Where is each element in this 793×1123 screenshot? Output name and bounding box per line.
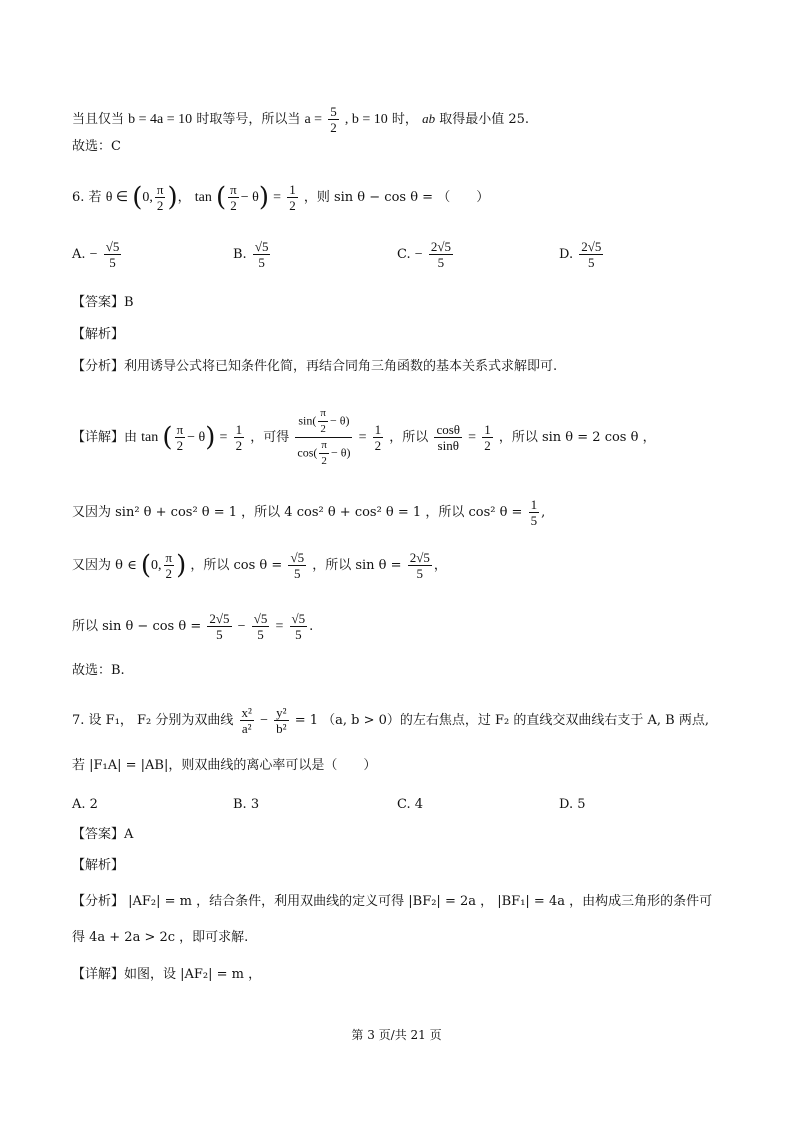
denominator: 5: [530, 513, 538, 528]
fraction: [408, 550, 432, 581]
option-a: A. 2: [72, 797, 98, 812]
option-c: C. 4: [397, 797, 424, 812]
math: − θ: [240, 190, 259, 205]
math: ab: [422, 111, 436, 126]
fraction: [328, 104, 339, 135]
text: ，所以 sin θ =: [312, 558, 402, 573]
text: = 1 （a, b > 0）的左右焦点，过 F₂ 的直线交双曲线右支于 A, B 两点,: [294, 713, 709, 728]
text: 所以 sin θ − cos θ =: [72, 619, 202, 634]
option-a: [72, 239, 123, 270]
math: tan: [194, 190, 212, 205]
text: ，所以 cos θ =: [190, 558, 283, 573]
denominator: 2: [321, 455, 327, 467]
math: tan: [141, 430, 159, 445]
denominator: 5: [257, 627, 264, 642]
denominator: 2: [320, 423, 326, 435]
fraction: [207, 611, 231, 642]
numerator: π: [156, 182, 164, 197]
analysis-text: 【分析】 |AF₂| = m ，结合条件，利用双曲线的定义可得 |BF₂| = 2a ， |BF₁| = 4a ，由构成三角形的条件可: [72, 894, 713, 909]
denominator: 5: [437, 255, 445, 270]
fraction: [240, 705, 254, 736]
numerator: π: [318, 406, 328, 422]
option-b: B. 3: [233, 797, 260, 812]
math: −: [237, 619, 246, 634]
math: − θ: [187, 430, 206, 445]
numerator: √5: [291, 611, 306, 626]
question-7-stem-cont: 若 |F₁A| = |AB|，则双曲线的离心率可以是（ ）: [72, 758, 377, 773]
fraction: [295, 406, 352, 469]
analysis-text: 【分析】利用诱导公式将已知条件化简，再结合同角三角函数的基本关系式求解即可.: [72, 359, 558, 374]
option-d: D. 5: [559, 797, 586, 812]
paren: ): [205, 422, 216, 453]
fraction: [253, 239, 271, 270]
analysis-text: 得 4a + 2a > 2c ，即可求解.: [72, 930, 249, 945]
numerator: 2√5: [209, 611, 230, 626]
numerator: 1: [289, 182, 296, 197]
option-d: [559, 239, 605, 270]
fraction: [434, 422, 462, 453]
math: =: [358, 430, 367, 445]
text: 时，: [391, 112, 418, 127]
numerator: sin( $\frac{\pi}{2}$ − θ): [295, 406, 352, 438]
option-label: D.: [559, 247, 574, 262]
math: =: [275, 619, 284, 634]
analysis-heading: 【解析】: [72, 327, 125, 342]
question-7-stem: [72, 705, 709, 736]
denominator: 2: [176, 438, 184, 453]
numerator: π: [230, 182, 237, 197]
denominator: 2: [235, 438, 243, 453]
numerator: 1: [484, 422, 491, 437]
option-c: [397, 239, 455, 270]
math: 0,: [142, 190, 153, 205]
numerator: 2√5: [430, 239, 451, 254]
numerator: 1: [374, 422, 382, 437]
option-label: A.: [72, 247, 86, 262]
answer-conclusion: 故选：C: [72, 139, 121, 154]
question-number: 6. 若: [72, 190, 102, 205]
math: −: [260, 713, 268, 728]
numerator: 2√5: [409, 550, 430, 565]
detail-text: 【详解】如图，设 |AF₂| = m ，: [72, 967, 262, 982]
fraction: [252, 611, 270, 642]
paren: ): [258, 182, 270, 213]
text: ，则 sin θ − cos θ = （ ）: [303, 190, 490, 205]
text: 当且仅当: [72, 112, 125, 127]
text-line: 所以 sin θ − cos θ = $\frac{2√5}{5}$ − $\frac{√5}{5}$ = $\frac{√5}{5}$ .: [72, 611, 314, 642]
denominator: 5: [294, 566, 301, 581]
math: a =: [304, 112, 323, 127]
denominator: 2: [156, 198, 164, 213]
math: 0,: [151, 558, 162, 573]
text-line: 又因为 sin² θ + cos² θ = 1 ，所以 4 cos² θ + cos² θ = 1 ，所以 cos² θ = $\frac{1}{5}$ ,: [72, 497, 546, 528]
denominator: 5: [216, 627, 223, 642]
denominator: 5: [416, 566, 423, 581]
numerator: 1: [530, 497, 538, 512]
paren: ): [176, 550, 187, 581]
fraction: [104, 239, 122, 270]
denominator: 2: [374, 438, 382, 453]
analysis-heading: 【解析】: [72, 858, 125, 873]
math: − θ: [329, 413, 346, 428]
numerator: √5: [105, 239, 120, 254]
denominator: 5: [109, 255, 116, 270]
denominator: 5: [588, 255, 595, 270]
numerator: y²: [276, 705, 287, 720]
paren: ): [167, 182, 178, 213]
denominator: 2: [165, 566, 173, 581]
numerator: √5: [253, 611, 268, 626]
math: −: [89, 247, 98, 262]
page-footer: 第 3 页/共 21 页: [351, 1028, 442, 1042]
text: 7. 设 F₁， F₂ 分别为双曲线: [72, 713, 234, 728]
numerator: π: [319, 438, 329, 454]
denominator: b²: [276, 721, 287, 736]
fraction: [234, 422, 245, 453]
text: 【详解】由: [72, 430, 138, 445]
denominator: 2: [230, 198, 237, 213]
numerator: π: [176, 422, 184, 437]
math: −: [414, 247, 423, 262]
fraction: [155, 182, 166, 213]
math: b = 4a = 10: [128, 112, 193, 127]
fraction: [175, 422, 186, 453]
denominator: 2: [484, 438, 491, 453]
numerator: cosθ: [436, 422, 461, 437]
answer-conclusion: 故选：B.: [72, 663, 125, 678]
math: θ ∈: [105, 190, 129, 205]
text: 时取等号，所以当: [196, 112, 301, 127]
fraction: [287, 182, 298, 213]
question-6-stem: 6. 若 θ ∈ (0, $\frac{\pi}{2}$ )， tan ( $\frac{\pi}{2}$ − θ) = $\frac{1}{2}$ ，则 sin θ − cos θ = （ ）: [72, 182, 490, 213]
numerator: 2√5: [581, 239, 602, 254]
text-line: 又因为 θ ∈ (0, $\frac{\pi}{2}$ ) ，所以 cos θ = $\frac{√5}{5}$ ，所以 sin θ = $\frac{2√5}{5}$ ，: [72, 550, 447, 581]
text: 取得最小值 25.: [439, 112, 530, 127]
math: =: [273, 190, 282, 205]
fraction: [319, 438, 329, 469]
numerator: x²: [241, 705, 252, 720]
answer-label: 【答案】B: [72, 295, 134, 310]
text: 又因为 θ ∈: [72, 558, 137, 573]
detail-line: [72, 406, 656, 469]
option-label: B.: [233, 247, 247, 262]
fraction: [274, 705, 288, 736]
numerator: √5: [254, 239, 269, 254]
paren: (: [216, 182, 227, 213]
math: =: [468, 430, 477, 445]
fraction: [482, 422, 493, 453]
denominator: 2: [289, 198, 296, 213]
paren: (: [140, 550, 152, 581]
text: ，所以 sin θ = 2 cos θ ，: [498, 430, 656, 445]
fraction: [288, 550, 306, 581]
denominator: cos( $\frac{\pi}{2}$ − θ): [297, 439, 351, 467]
text: ，所以: [389, 430, 429, 445]
denominator: 5: [258, 255, 265, 270]
numerator: 5: [330, 104, 337, 119]
fraction: [373, 422, 384, 453]
fraction: [429, 239, 453, 270]
numerator: 1: [235, 422, 243, 437]
fraction: [164, 550, 175, 581]
denominator: sinθ: [437, 438, 459, 453]
denominator: 2: [330, 120, 337, 135]
fraction: [529, 497, 540, 528]
fraction: [290, 611, 308, 642]
option-label: C.: [397, 247, 411, 262]
text-line: [72, 104, 529, 135]
denominator: 5: [295, 627, 302, 642]
math: , b = 10: [344, 112, 388, 127]
numerator: π: [165, 550, 173, 565]
numerator: √5: [290, 550, 305, 565]
paren: (: [162, 422, 173, 453]
fraction: [318, 406, 328, 437]
denominator: a²: [241, 721, 252, 736]
math: − θ: [330, 445, 347, 460]
option-b: [233, 239, 272, 270]
fraction: [228, 182, 239, 213]
text: ，可得: [250, 430, 290, 445]
paren: (: [132, 182, 143, 213]
answer-label: 【答案】A: [72, 827, 134, 842]
fraction: [579, 239, 603, 270]
text: 又因为 sin² θ + cos² θ = 1 ，所以 4 cos² θ + cos² θ = 1 ，所以 cos² θ =: [72, 505, 523, 520]
math: =: [219, 430, 228, 445]
